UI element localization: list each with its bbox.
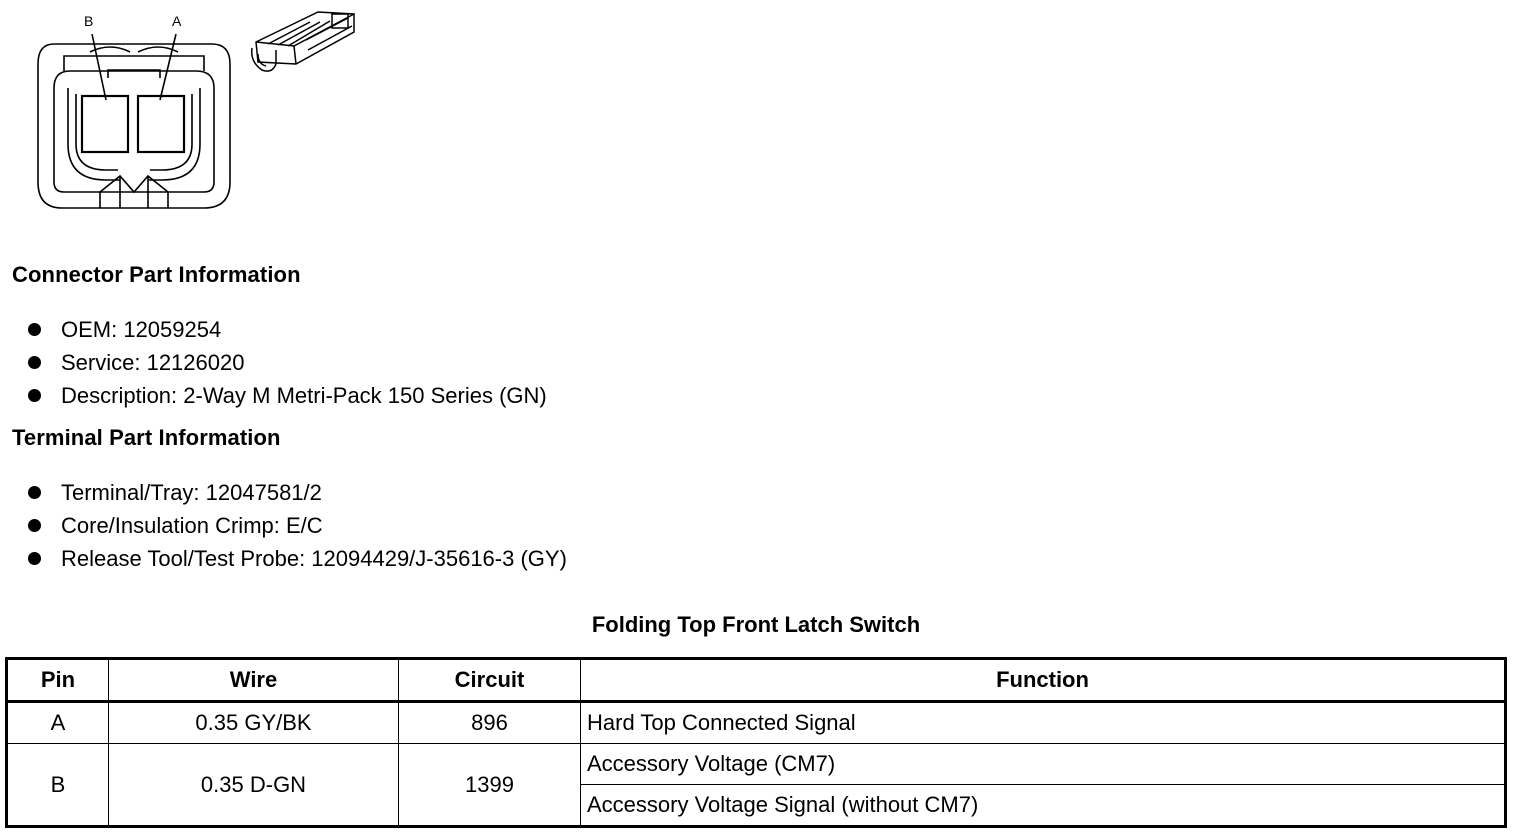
wire-cell: 0.35 GY/BK <box>109 702 399 744</box>
header-function: Function <box>581 659 1506 702</box>
oem-text: OEM: 12059254 <box>61 317 222 342</box>
circuit-cell: 1399 <box>399 744 581 827</box>
pin-cell: A <box>7 702 109 744</box>
pin-label-a: A <box>172 13 182 29</box>
bullet-icon <box>28 356 41 369</box>
list-item <box>28 346 547 379</box>
header-wire: Wire <box>109 659 399 702</box>
list-item <box>28 476 567 509</box>
bullet-icon <box>28 519 41 532</box>
bullet-icon <box>28 323 41 336</box>
crimp-text: Core/Insulation Crimp: E/C <box>61 513 323 538</box>
bullet-icon <box>28 552 41 565</box>
table-title: Folding Top Front Latch Switch <box>591 612 921 637</box>
pin-cell: B <box>7 744 109 827</box>
terminal-part-info-heading: Terminal Part Information <box>12 425 281 450</box>
service-text: Service: 12126020 <box>61 350 245 375</box>
connector-isometric-image <box>248 4 360 84</box>
header-pin: Pin <box>7 659 109 702</box>
function-cell: Accessory Voltage Signal (without CM7) <box>581 785 1506 827</box>
description-text: Description: 2-Way M Metri-Pack 150 Series (GN) <box>61 383 547 408</box>
list-item <box>28 313 547 346</box>
function-cell: Accessory Voltage (CM7) <box>581 744 1506 785</box>
table-header-row <box>7 659 1506 702</box>
wire-cell: 0.35 D-GN <box>109 744 399 827</box>
bullet-icon <box>28 486 41 499</box>
header-circuit: Circuit <box>399 659 581 702</box>
table-row <box>7 744 1506 785</box>
bullet-icon <box>28 389 41 402</box>
pin-label-b: B <box>84 13 94 29</box>
connector-part-info-heading: Connector Part Information <box>12 262 301 287</box>
connector-face-diagram <box>20 4 235 216</box>
list-item <box>28 379 547 412</box>
terminal-part-info-list <box>28 476 567 575</box>
connector-part-info-list <box>28 313 547 412</box>
circuit-cell: 896 <box>399 702 581 744</box>
pinout-table <box>5 657 1507 828</box>
release-tool-text: Release Tool/Test Probe: 12094429/J-35616-3 (GY) <box>61 546 567 571</box>
terminal-tray-text: Terminal/Tray: 12047581/2 <box>61 480 322 505</box>
list-item <box>28 509 567 542</box>
table-row <box>7 702 1506 744</box>
list-item <box>28 542 567 575</box>
function-cell: Hard Top Connected Signal <box>581 702 1506 744</box>
